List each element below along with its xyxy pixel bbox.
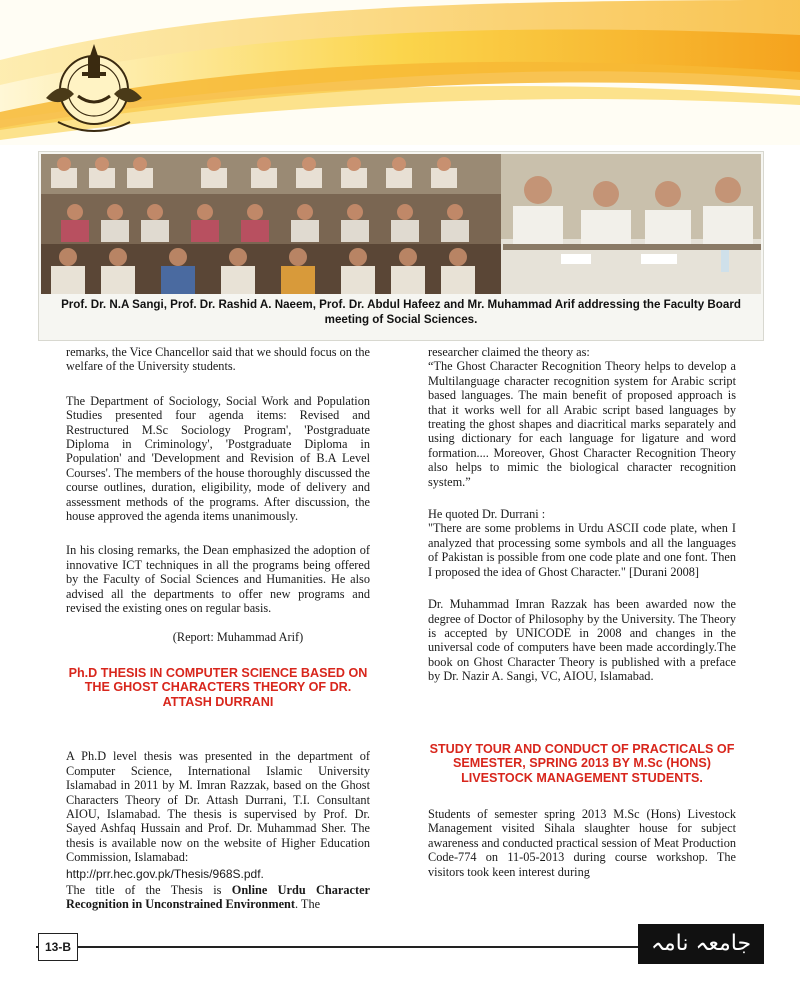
- paragraph: [66, 883, 370, 912]
- paragraph: Dr. Muhammad Imran Razzak has been awarded now the degree of Doctor of Philosophy by the University. The Theory is accepted by UNICODE in 2008 and changes in the universal code of computers have been made accordingly.The book on Ghost Character Theory is published with a preface by Dr. Nazir A. Sangi, VC, AIOU, Islamabad.: [428, 597, 736, 684]
- faculty-board-meeting-image: [41, 154, 761, 294]
- paragraph: Students of semester spring 2013 M.Sc (Hons) Livestock Management visited Sihala slaughter house for subject awareness and conducted practical session of Meat Production Code-774 on 11-05-2013 during course workshop. The visitors took keen interest during: [428, 807, 736, 879]
- thesis-url: http://prr.hec.gov.pk/Thesis/968S.pdf.: [66, 866, 264, 881]
- header-band: [0, 0, 800, 145]
- meeting-photo: [41, 154, 761, 294]
- photo-panel: [38, 151, 764, 341]
- paragraph: The Department of Sociology, Social Work and Population Studies presented four agenda items: Revised and Restructured M.Sc Sociology Program', 'Postgraduate Diploma in Criminology', 'Postgraduate Diploma in Population' and 'Development and Revision of B.A Level Courses'. The members of the house thoroughly discussed the course outlines, duration, eligibility, mode of delivery and assessment methods of the programs. After discussion, the house approved the agenda items unanimously.: [66, 393, 370, 524]
- paragraph: In his closing remarks, the Dean emphasized the adoption of innovative ICT techniques in all the programs being offered by the Faculty of Social Sciences and Humanities. He also advised all the departments to offer new programs and revised the existing ones on regular basis.: [66, 543, 370, 616]
- newsletter-brand-logo: [638, 924, 764, 964]
- left-column: [66, 345, 370, 912]
- page-number: 13-B: [38, 933, 78, 961]
- quote-durrani: "There are some problems in Urdu ASCII code plate, when I analyzed that processing some symbols and all the languages of Pakistan is possible from one code plate and one font. Then I proposed the idea of Ghost Character." [Durani 2008]: [428, 521, 736, 579]
- thesis-title-intro: The title of the Thesis is: [66, 883, 232, 898]
- article-heading-study-tour: STUDY TOUR AND CONDUCT OF PRACTICALS OF SEMESTER, SPRING 2013 BY M.Sc (HONS) LIVESTOCK MANAGEMENT STUDENTS.: [429, 741, 735, 785]
- quote-ghost-theory: “The Ghost Character Recognition Theory helps to develop a Multilanguage character recognition system for Arabic script based languages. The main benefit of proposed approach is that it works well for all Arabic script based languages by treating the ghost shapes and diacritical marks separately and using dictionary for each language for ligature and word formation.... Moreover, Ghost Character Recognition Theory also helps to mimic the biological character recognition system.”: [428, 359, 736, 489]
- report-credit: (Report: Muhammad Arif): [172, 629, 304, 644]
- paragraph: A Ph.D level thesis was presented in the department of Computer Science, International Islamic University Islamabad in 2011 by M. Imran Razzak, based on the Ghost Characters Theory of Dr. Attash Durrani, T.I. Consultant AIOU, Islamabad. The thesis is supervised by Prof. Dr. Sayed Ashfaq Hussain and Prof. Dr. Muhammad Sher. The thesis is available now on the website of Higher Education Commission, Islamabad:: [66, 749, 370, 865]
- university-logo: [38, 38, 150, 138]
- paragraph: researcher claimed the theory as:: [428, 345, 590, 359]
- thesis-title: Online Urdu Character Recognition in Unconstrained Environment: [66, 883, 370, 912]
- paragraph: remarks, the Vice Chancellor said that we should focus on the welfare of the University students.: [66, 345, 370, 374]
- brand-text: جامعہ نامہ: [650, 931, 752, 956]
- paragraph: He quoted Dr. Durrani :: [428, 507, 546, 522]
- thesis-title-end: . The: [295, 897, 321, 912]
- photo-caption: Prof. Dr. N.A Sangi, Prof. Dr. Rashid A. Naeem, Prof. Dr. Abdul Hafeez and Mr. Muhammad Arif addressing the Faculty Board meeting of Social Sciences.: [61, 298, 741, 326]
- right-column: [428, 345, 736, 893]
- article-heading-phd-thesis: Ph.D THESIS IN COMPUTER SCIENCE BASED ON THE GHOST CHARACTERS THEORY OF DR. ATTASH DURRANI: [68, 665, 368, 709]
